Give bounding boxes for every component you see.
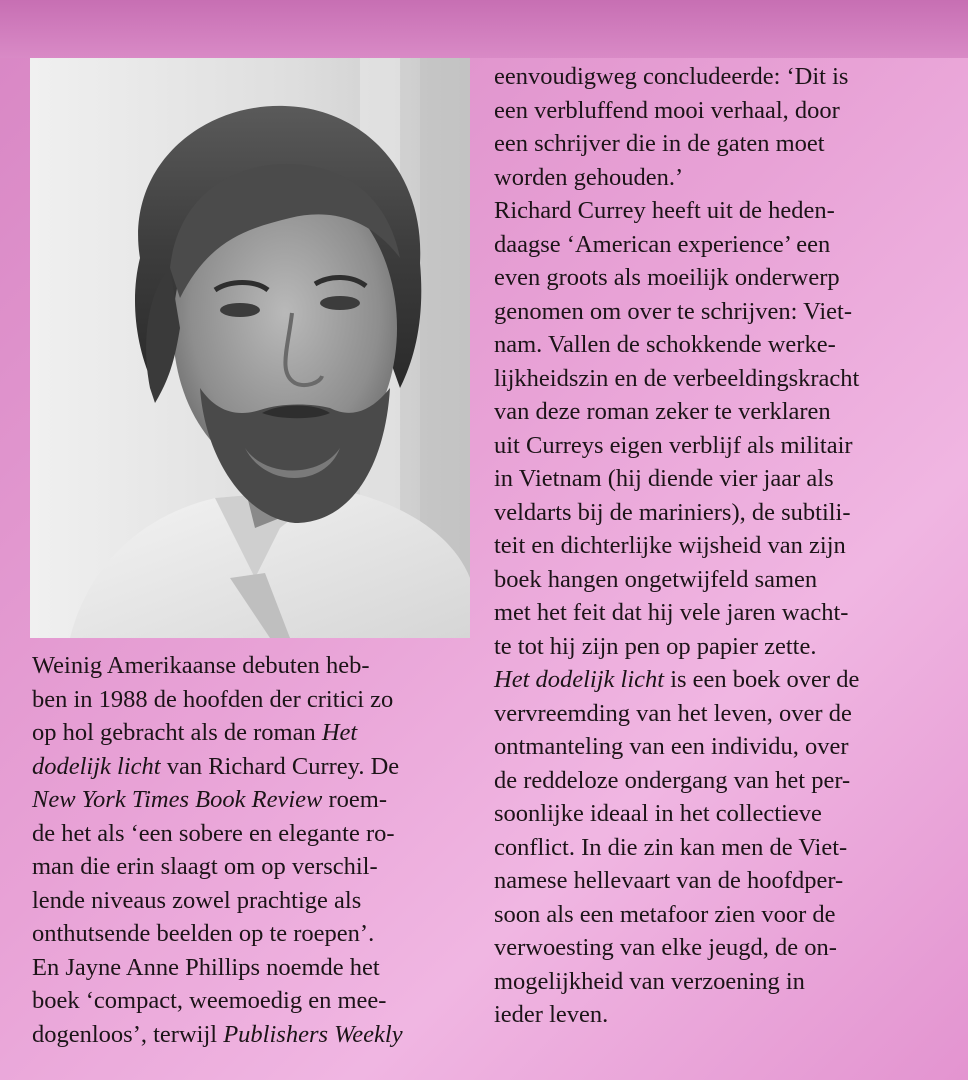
cover-top-strip xyxy=(0,0,968,58)
italic-title-text: dodelijk licht xyxy=(32,752,161,780)
text-line xyxy=(32,984,478,1018)
text-line xyxy=(494,529,956,563)
text-line xyxy=(32,750,478,784)
text-line xyxy=(494,261,956,295)
text-line xyxy=(494,194,956,228)
body-text: uit Curreys eigen verblijf als militair xyxy=(494,431,853,459)
body-text: van Richard Currey. De xyxy=(160,752,400,780)
body-text: En Jayne Anne Phillips noemde het xyxy=(32,953,380,981)
body-text: mogelijkheid van verzoening in xyxy=(494,967,805,995)
body-text: de het als ‘een sobere en elegante ro- xyxy=(32,819,395,847)
text-line xyxy=(494,127,956,161)
text-line xyxy=(494,864,956,898)
body-text: van deze roman zeker te verklaren xyxy=(494,398,831,425)
text-line xyxy=(494,94,956,128)
text-line xyxy=(494,228,956,262)
text-line xyxy=(494,998,956,1032)
text-line xyxy=(494,496,956,530)
author-portrait-photo xyxy=(30,58,470,638)
body-text: verwoesting van elke jeugd, de on- xyxy=(494,934,837,961)
text-line xyxy=(494,630,956,664)
right-text-column xyxy=(494,60,956,1032)
body-text: soonlijke ideaal in het collectieve xyxy=(494,800,822,827)
body-text: roem- xyxy=(322,786,387,813)
body-text: nam. Vallen de schokkende werke- xyxy=(494,331,836,358)
body-text: de reddeloze ondergang van het per- xyxy=(494,766,851,794)
body-text: Weinig Amerikaanse debuten heb- xyxy=(32,652,370,679)
body-text: soon als een metafoor zien voor de xyxy=(494,900,836,928)
text-line xyxy=(32,1018,478,1052)
text-line xyxy=(494,697,956,731)
body-text: even groots als moeilijk onderwerp xyxy=(494,264,840,291)
body-text: worden gehouden.’ xyxy=(494,163,684,191)
text-line xyxy=(32,884,478,918)
italic-title-text: New York Times Book Review xyxy=(32,786,323,813)
text-line xyxy=(494,730,956,764)
text-line xyxy=(494,462,956,496)
text-line xyxy=(494,395,956,429)
text-line xyxy=(494,563,956,597)
body-text: Richard Currey heeft uit de heden- xyxy=(494,197,835,224)
body-text: ontmanteling van een individu, over xyxy=(494,733,849,760)
body-text: boek ‘compact, weemoedig en mee- xyxy=(32,987,387,1014)
body-text: een verbluffend mooi verhaal, door xyxy=(494,96,840,124)
body-text: ben in 1988 de hoofden der critici zo xyxy=(32,685,394,713)
text-line xyxy=(494,328,956,362)
text-line xyxy=(494,797,956,831)
body-text: dogenloos’, terwijl xyxy=(32,1020,224,1048)
text-line xyxy=(32,649,478,683)
text-line xyxy=(494,295,956,329)
body-text: namese hellevaart van de hoofdper- xyxy=(494,867,844,894)
body-text: onthutsende beelden op te roepen’. xyxy=(32,920,375,947)
body-text: genomen om over te schrijven: Viet- xyxy=(494,297,852,325)
body-text: ieder leven. xyxy=(494,1001,609,1028)
italic-title-text: Het xyxy=(321,719,358,746)
left-text-column xyxy=(32,649,478,1051)
body-text: een schrijver die in de gaten moet xyxy=(494,130,825,157)
text-line xyxy=(494,965,956,999)
text-line xyxy=(494,931,956,965)
text-line xyxy=(494,362,956,396)
text-line xyxy=(494,161,956,195)
body-text: veldarts bij de mariniers), de subtili- xyxy=(494,498,851,526)
body-text: lijkheidszin en de verbeeldingskracht xyxy=(494,364,860,392)
body-text: vervreemding van het leven, over de xyxy=(494,699,852,727)
body-text: man die erin slaagt om op verschil- xyxy=(32,853,378,880)
text-line xyxy=(32,850,478,884)
text-line xyxy=(494,429,956,463)
text-line xyxy=(32,951,478,985)
portrait-illustration xyxy=(30,58,470,638)
body-text: te tot hij zijn pen op papier zette. xyxy=(494,632,817,660)
text-line xyxy=(494,831,956,865)
body-text: boek hangen ongetwijfeld samen xyxy=(494,565,818,593)
italic-title-text: Publishers Weekly xyxy=(223,1020,403,1048)
body-text: teit en dichterlijke wijsheid van zijn xyxy=(494,532,846,559)
text-line xyxy=(494,898,956,932)
body-text: conflict. In die zin kan men de Viet- xyxy=(494,833,848,861)
text-line xyxy=(494,764,956,798)
text-line xyxy=(32,783,478,817)
text-line xyxy=(494,596,956,630)
text-line xyxy=(494,663,956,697)
italic-title-text: Het dodelijk licht xyxy=(494,666,665,693)
body-text: eenvoudigweg concludeerde: ‘Dit is xyxy=(494,63,849,90)
body-text: met het feit dat hij vele jaren wacht- xyxy=(494,599,849,626)
body-text: op hol gebracht als de roman xyxy=(32,719,322,746)
body-text: lende niveaus zowel prachtige als xyxy=(32,886,362,914)
text-line xyxy=(32,917,478,951)
text-line xyxy=(32,683,478,717)
text-line xyxy=(32,817,478,851)
body-text: in Vietnam (hij diende vier jaar als xyxy=(494,465,834,492)
body-text: is een boek over de xyxy=(664,666,860,693)
text-line xyxy=(32,716,478,750)
text-line xyxy=(494,60,956,94)
body-text: daagse ‘American experience’ een xyxy=(494,230,831,258)
